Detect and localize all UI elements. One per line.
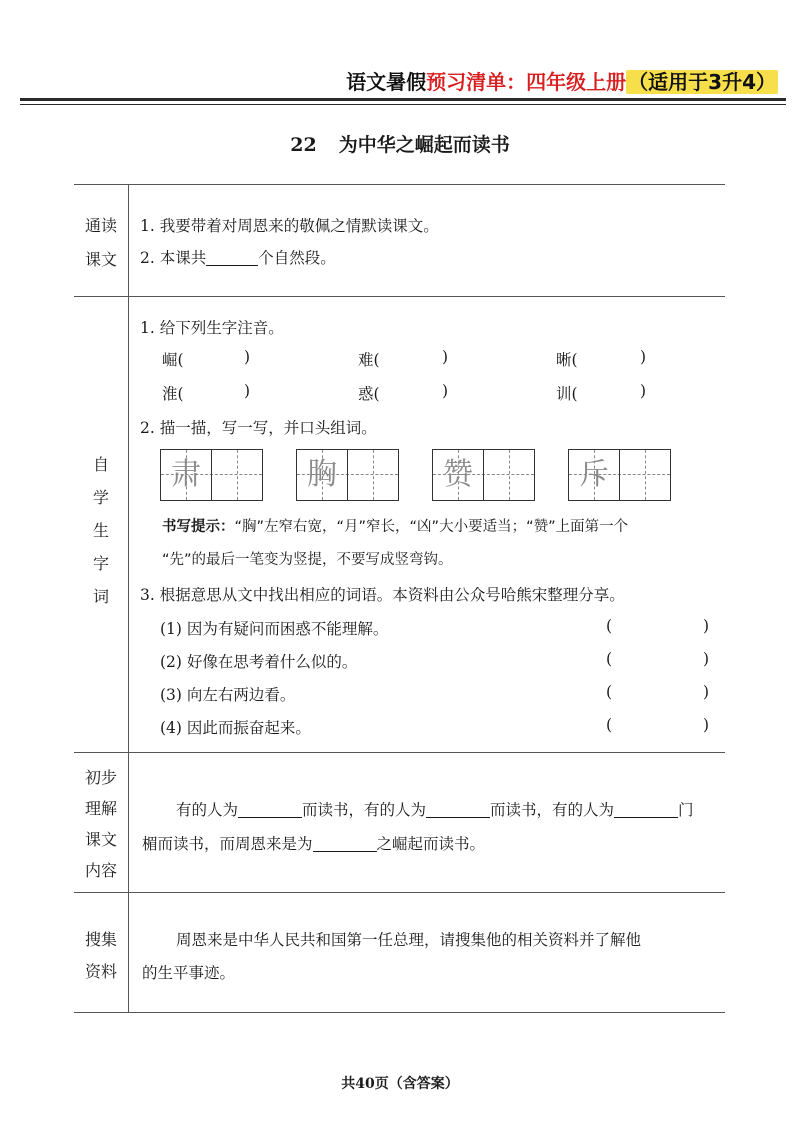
answer-blank[interactable]: [238, 801, 302, 818]
answer-blank[interactable]: [614, 801, 678, 818]
lesson-name: 为中华之崛起而读书: [338, 134, 510, 156]
pinyin-paren-close[interactable]: ): [244, 348, 251, 366]
read-item-2: [140, 246, 336, 268]
words-q3: 3. 根据意思从文中找出相应的词语。本资料由公众号哈熊宋整理分享。: [140, 586, 625, 604]
table-divider: [74, 892, 725, 893]
meaning-item: (1) 因为有疑问而困惑不能理解。: [160, 620, 389, 638]
grid-guide: [237, 450, 238, 500]
writing-grid[interactable]: [296, 449, 399, 501]
collect-line-2: 的生平事迹。: [142, 964, 236, 982]
section-label-understand: [74, 762, 128, 886]
pinyin-char: 难(: [358, 351, 380, 369]
table-divider: [74, 752, 725, 753]
grid-separator: [347, 450, 348, 500]
section-label-words: [74, 448, 128, 613]
read-item-1: 1. 我要带着对周恩来的敬佩之情默读课文。: [140, 217, 439, 235]
pinyin-paren-close[interactable]: ): [640, 382, 647, 400]
grid-guide: [373, 450, 374, 500]
writing-tip-label: 书写提示：: [162, 519, 235, 535]
grid-separator: [619, 450, 620, 500]
section-label-line: 资料: [84, 962, 117, 981]
answer-blank[interactable]: [426, 801, 490, 818]
answer-paren-close[interactable]: ): [703, 617, 710, 635]
section-label-char: 学: [92, 488, 109, 507]
trace-character: 胸: [307, 457, 337, 492]
answer-blank[interactable]: [313, 835, 377, 852]
grid-guide: [645, 450, 646, 500]
writing-tip-text: “胸”左窄右宽，“月”窄长，“凶”大小要适当；“赞”上面第一个: [234, 519, 629, 535]
section-label-line: 搜集: [84, 930, 117, 949]
header-rule-thick: [20, 98, 786, 101]
lesson-title: [0, 130, 800, 157]
understand-text: 而读书，有的人为: [490, 801, 615, 819]
pinyin-char: 晰(: [556, 351, 578, 369]
answer-paren-open[interactable]: (: [606, 683, 613, 701]
section-label-line: 课文: [84, 250, 117, 269]
pinyin-paren-close[interactable]: ): [442, 348, 449, 366]
document-header: [346, 66, 778, 95]
section-label-line: 课文: [84, 830, 117, 849]
understand-text: 门: [678, 801, 694, 819]
lesson-number: 22: [290, 134, 317, 156]
table-top-border: [74, 184, 725, 185]
answer-paren-close[interactable]: ): [703, 683, 710, 701]
pinyin-char: 崛(: [162, 351, 184, 369]
section-label-line: 内容: [84, 861, 117, 880]
trace-character: 肃: [171, 457, 201, 492]
table-bottom-border: [74, 1012, 725, 1013]
meaning-item: (2) 好像在思考着什么似的。: [160, 653, 358, 671]
trace-character: 赞: [443, 457, 473, 492]
writing-grid[interactable]: [568, 449, 671, 501]
answer-paren-open[interactable]: (: [606, 617, 613, 635]
section-label-collect: [74, 924, 128, 988]
table-column-divider: [128, 184, 129, 1012]
answer-paren-close[interactable]: ): [703, 650, 710, 668]
writing-grid[interactable]: [160, 449, 263, 501]
understand-line-2: [142, 832, 485, 854]
words-q1: 1. 给下列生字注音。: [140, 319, 284, 337]
section-label-char: 字: [92, 554, 109, 573]
pinyin-char: 惑(: [358, 385, 380, 403]
header-grade-badge: （适用于3升4）: [628, 70, 776, 94]
pinyin-paren-close[interactable]: ): [640, 348, 647, 366]
answer-paren-open[interactable]: (: [606, 716, 613, 734]
understand-text: 而读书，有的人为: [302, 801, 427, 819]
writing-tip-line-2: “先”的最后一笔变为竖提，不要写成竖弯钩。: [162, 552, 453, 568]
grid-guide: [509, 450, 510, 500]
section-label-char: 生: [92, 521, 109, 540]
section-label-line: 通读: [84, 216, 117, 235]
understand-text: 楣而读书，而周恩来是为: [142, 835, 313, 853]
writing-grid[interactable]: [432, 449, 535, 501]
understand-text: 有的人为: [176, 801, 239, 819]
trace-character: 斥: [579, 457, 609, 492]
pinyin-char: 淮(: [162, 385, 184, 403]
grid-separator: [483, 450, 484, 500]
pinyin-char: 训(: [556, 385, 578, 403]
writing-tip-line-1: [162, 515, 628, 536]
words-q2: 2. 描一描，写一写，并口头组词。: [140, 419, 377, 437]
grid-separator: [211, 450, 212, 500]
header-part-2: 预习清单：四年级上册: [426, 70, 627, 94]
header-rule-thin: [20, 104, 786, 105]
meaning-item: (4) 因此而振奋起来。: [160, 719, 311, 737]
pinyin-paren-close[interactable]: ): [442, 382, 449, 400]
read-item-2-prefix: 2. 本课共: [140, 249, 207, 267]
section-label-line: 初步: [84, 768, 117, 787]
answer-paren-close[interactable]: ): [703, 716, 710, 734]
collect-line-1: 周恩来是中华人民共和国第一任总理，请搜集他的相关资料并了解他: [176, 931, 642, 949]
answer-blank[interactable]: [206, 249, 258, 266]
pinyin-paren-close[interactable]: ): [244, 382, 251, 400]
meaning-item: (3) 向左右两边看。: [160, 686, 296, 704]
section-label-line: 理解: [84, 799, 117, 818]
section-label-char: 自: [92, 455, 109, 474]
page-footer: 共40页（含答案）: [341, 1076, 459, 1092]
header-part-1: 语文暑假: [346, 70, 427, 94]
understand-line-1: [176, 798, 694, 820]
table-divider: [74, 296, 725, 297]
read-item-2-suffix: 个自然段。: [258, 249, 336, 267]
section-label-char: 词: [92, 587, 109, 606]
section-label-read: [74, 212, 128, 274]
understand-text: 之崛起而读书。: [376, 835, 486, 853]
answer-paren-open[interactable]: (: [606, 650, 613, 668]
